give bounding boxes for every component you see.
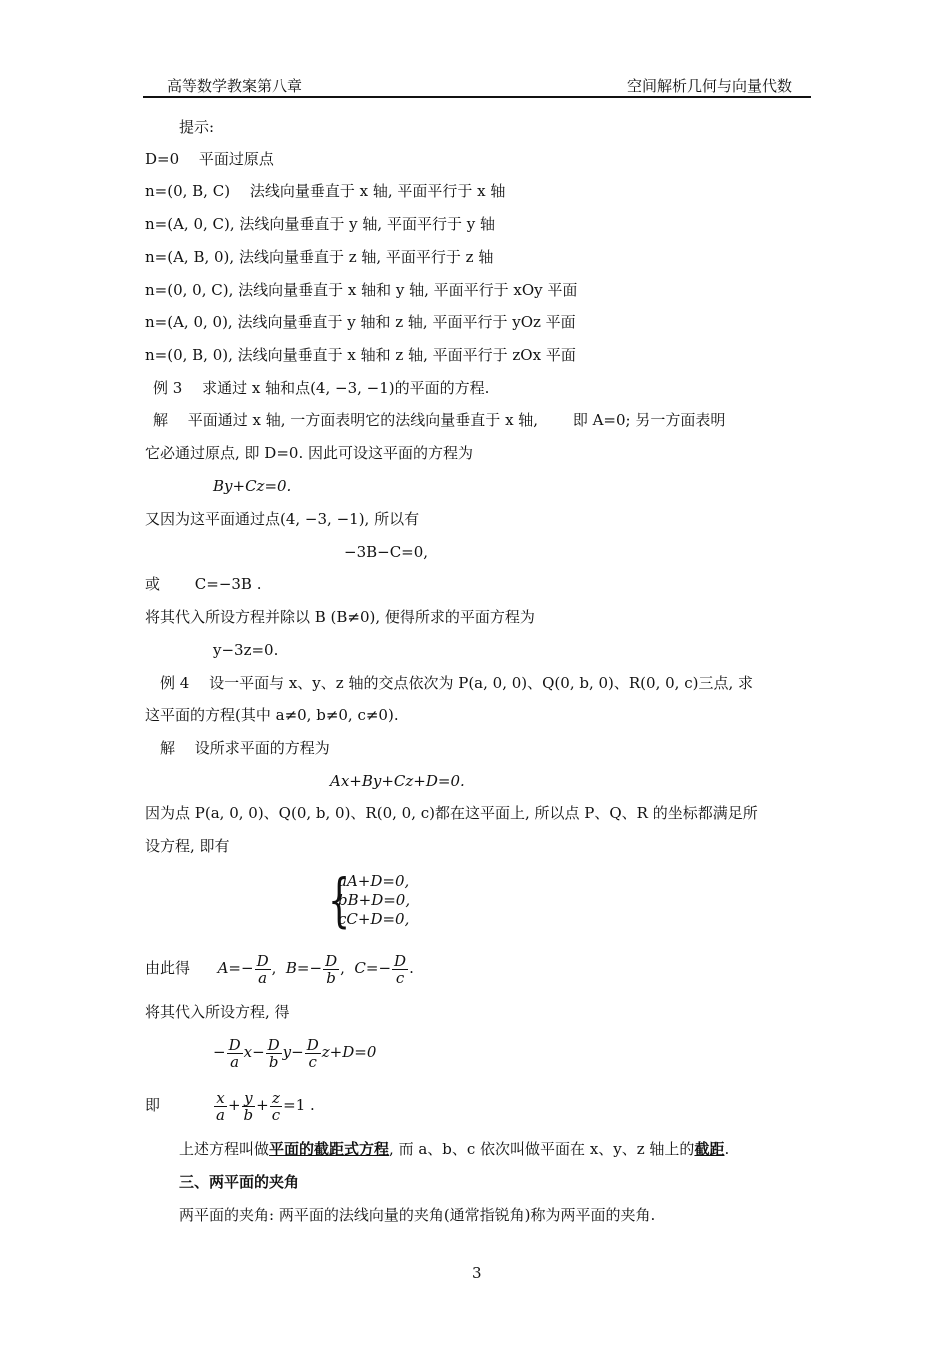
- ji-label: 即: [145, 1096, 161, 1114]
- fraction-z-over-c: $\frac{z}{c}$: [271, 1088, 281, 1124]
- solution-4-line-3: 设方程, 即有: [145, 837, 230, 855]
- fraction-x-over-a: $\frac{x}{a}$: [216, 1088, 225, 1124]
- solution-3-line-2: 它必通过原点, 即 D=0. 因此可设这平面的方程为: [145, 444, 473, 462]
- fraction-d-over-b: $\frac{D}{b}$: [325, 951, 338, 987]
- example-3-title: 例 3 求通过 x 轴和点(4, −3, −1)的平面的方程.: [153, 379, 490, 397]
- solution-3-line-1: 解 平面通过 x 轴, 一方面表明它的法线向量垂直于 x 轴, 即 A=0; 另一方面表明: [153, 411, 726, 429]
- angle-definition: 两平面的夹角: 两平面的法线向量的夹角(通常指锐角)称为两平面的夹角.: [179, 1206, 656, 1224]
- term-intercept: 截距: [694, 1140, 725, 1158]
- coef-b-lhs: B=−: [285, 959, 323, 977]
- hint-line-1: D=0 平面过原点: [145, 150, 274, 168]
- hint-line-3: n=(A, 0, C), 法线向量垂直于 y 轴, 平面平行于 y 轴: [145, 215, 495, 233]
- fraction-y-over-b: $\frac{y}{b}$: [243, 1088, 254, 1124]
- section-3-heading: 三、两平面的夹角: [179, 1173, 300, 1191]
- system-line-3: cC+D=0,: [338, 910, 410, 928]
- conclusion-line: 上述方程叫做平面的截距式方程, 而 a、b、c 依次叫做平面在 x、y、z 轴上的截距.: [179, 1140, 730, 1158]
- derived-coefficients: 由此得 A=− $\frac{D}{a}$ , B=− $\frac{D}{b}$ , C=− $\frac{D}{c}$ .: [145, 951, 414, 987]
- hint-line-7: n=(0, B, 0), 法线向量垂直于 x 轴和 z 轴, 平面平行于 zOx 平面: [145, 346, 576, 364]
- solution-4-line-1: 解 设所求平面的方程为: [160, 739, 330, 757]
- hint-label: 提示:: [179, 118, 215, 136]
- header-left: 高等数学教案第八章: [167, 77, 303, 95]
- example-4-title-2: 这平面的方程(其中 a≠0, b≠0, c≠0).: [145, 706, 399, 724]
- header-rule: [143, 96, 811, 98]
- coef-a-lhs: A=−: [217, 959, 254, 977]
- example-4-title-1: 例 4 设一平面与 x、y、z 轴的交点依次为 P(a, 0, 0)、Q(0, b, 0)、R(0, 0, c)三点, 求: [160, 674, 753, 692]
- fraction-d-over-a: $\frac{D}{a}$: [256, 951, 269, 987]
- fraction-d-over-a-2: $\frac{D}{a}$: [228, 1035, 241, 1071]
- coef-c-lhs: C=−: [354, 959, 392, 977]
- hint-line-5: n=(0, 0, C), 法线向量垂直于 x 轴和 y 轴, 平面平行于 xOy 平面: [145, 281, 578, 299]
- fraction-d-over-c-2: $\frac{D}{c}$: [306, 1035, 319, 1071]
- term-intercept-form: 平面的截距式方程: [269, 1140, 390, 1158]
- equation-3a: By+Cz=0.: [213, 477, 292, 495]
- page-number: 3: [472, 1264, 482, 1282]
- intercept-equation: $\frac{x}{a}$ + $\frac{y}{b}$ + $\frac{z}{c}$ =1 .: [216, 1088, 315, 1124]
- solution-4-line-2: 因为点 P(a, 0, 0)、Q(0, b, 0)、R(0, 0, c)都在这平面上, 所以点 P、Q、R 的坐标都满足所: [145, 804, 758, 822]
- solution-3-line-4: 将其代入所设方程并除以 B (B≠0), 便得所求的平面方程为: [145, 608, 535, 626]
- system-line-1: aA+D=0,: [338, 872, 410, 890]
- equation-3c: y−3z=0.: [213, 641, 279, 659]
- hint-line-2: n=(0, B, C) 法线向量垂直于 x 轴, 平面平行于 x 轴: [145, 182, 506, 200]
- hint-line-6: n=(A, 0, 0), 法线向量垂直于 y 轴和 z 轴, 平面平行于 yOz 平面: [145, 313, 576, 331]
- derive-label: 由此得: [145, 959, 191, 977]
- solution-3-line-3: 又因为这平面通过点(4, −3, −1), 所以有: [145, 510, 420, 528]
- equation-3-or: 或 C=−3B .: [145, 575, 262, 593]
- left-brace: {: [328, 866, 351, 934]
- fraction-d-over-c: $\frac{D}{c}$: [394, 951, 407, 987]
- equation-4a: Ax+By+Cz+D=0.: [330, 772, 465, 790]
- substituted-equation: − $\frac{D}{a}$ x− $\frac{D}{b}$ y− $\frac{D}{c}$ z+D=0: [213, 1035, 377, 1071]
- hint-line-4: n=(A, B, 0), 法线向量垂直于 z 轴, 平面平行于 z 轴: [145, 248, 494, 266]
- equation-3b: −3B−C=0,: [344, 543, 429, 561]
- fraction-d-over-b-2: $\frac{D}{b}$: [267, 1035, 280, 1071]
- system-line-2: bB+D=0,: [338, 891, 411, 909]
- substitute-label: 将其代入所设方程, 得: [145, 1003, 290, 1021]
- header-right: 空间解析几何与向量代数: [627, 77, 793, 95]
